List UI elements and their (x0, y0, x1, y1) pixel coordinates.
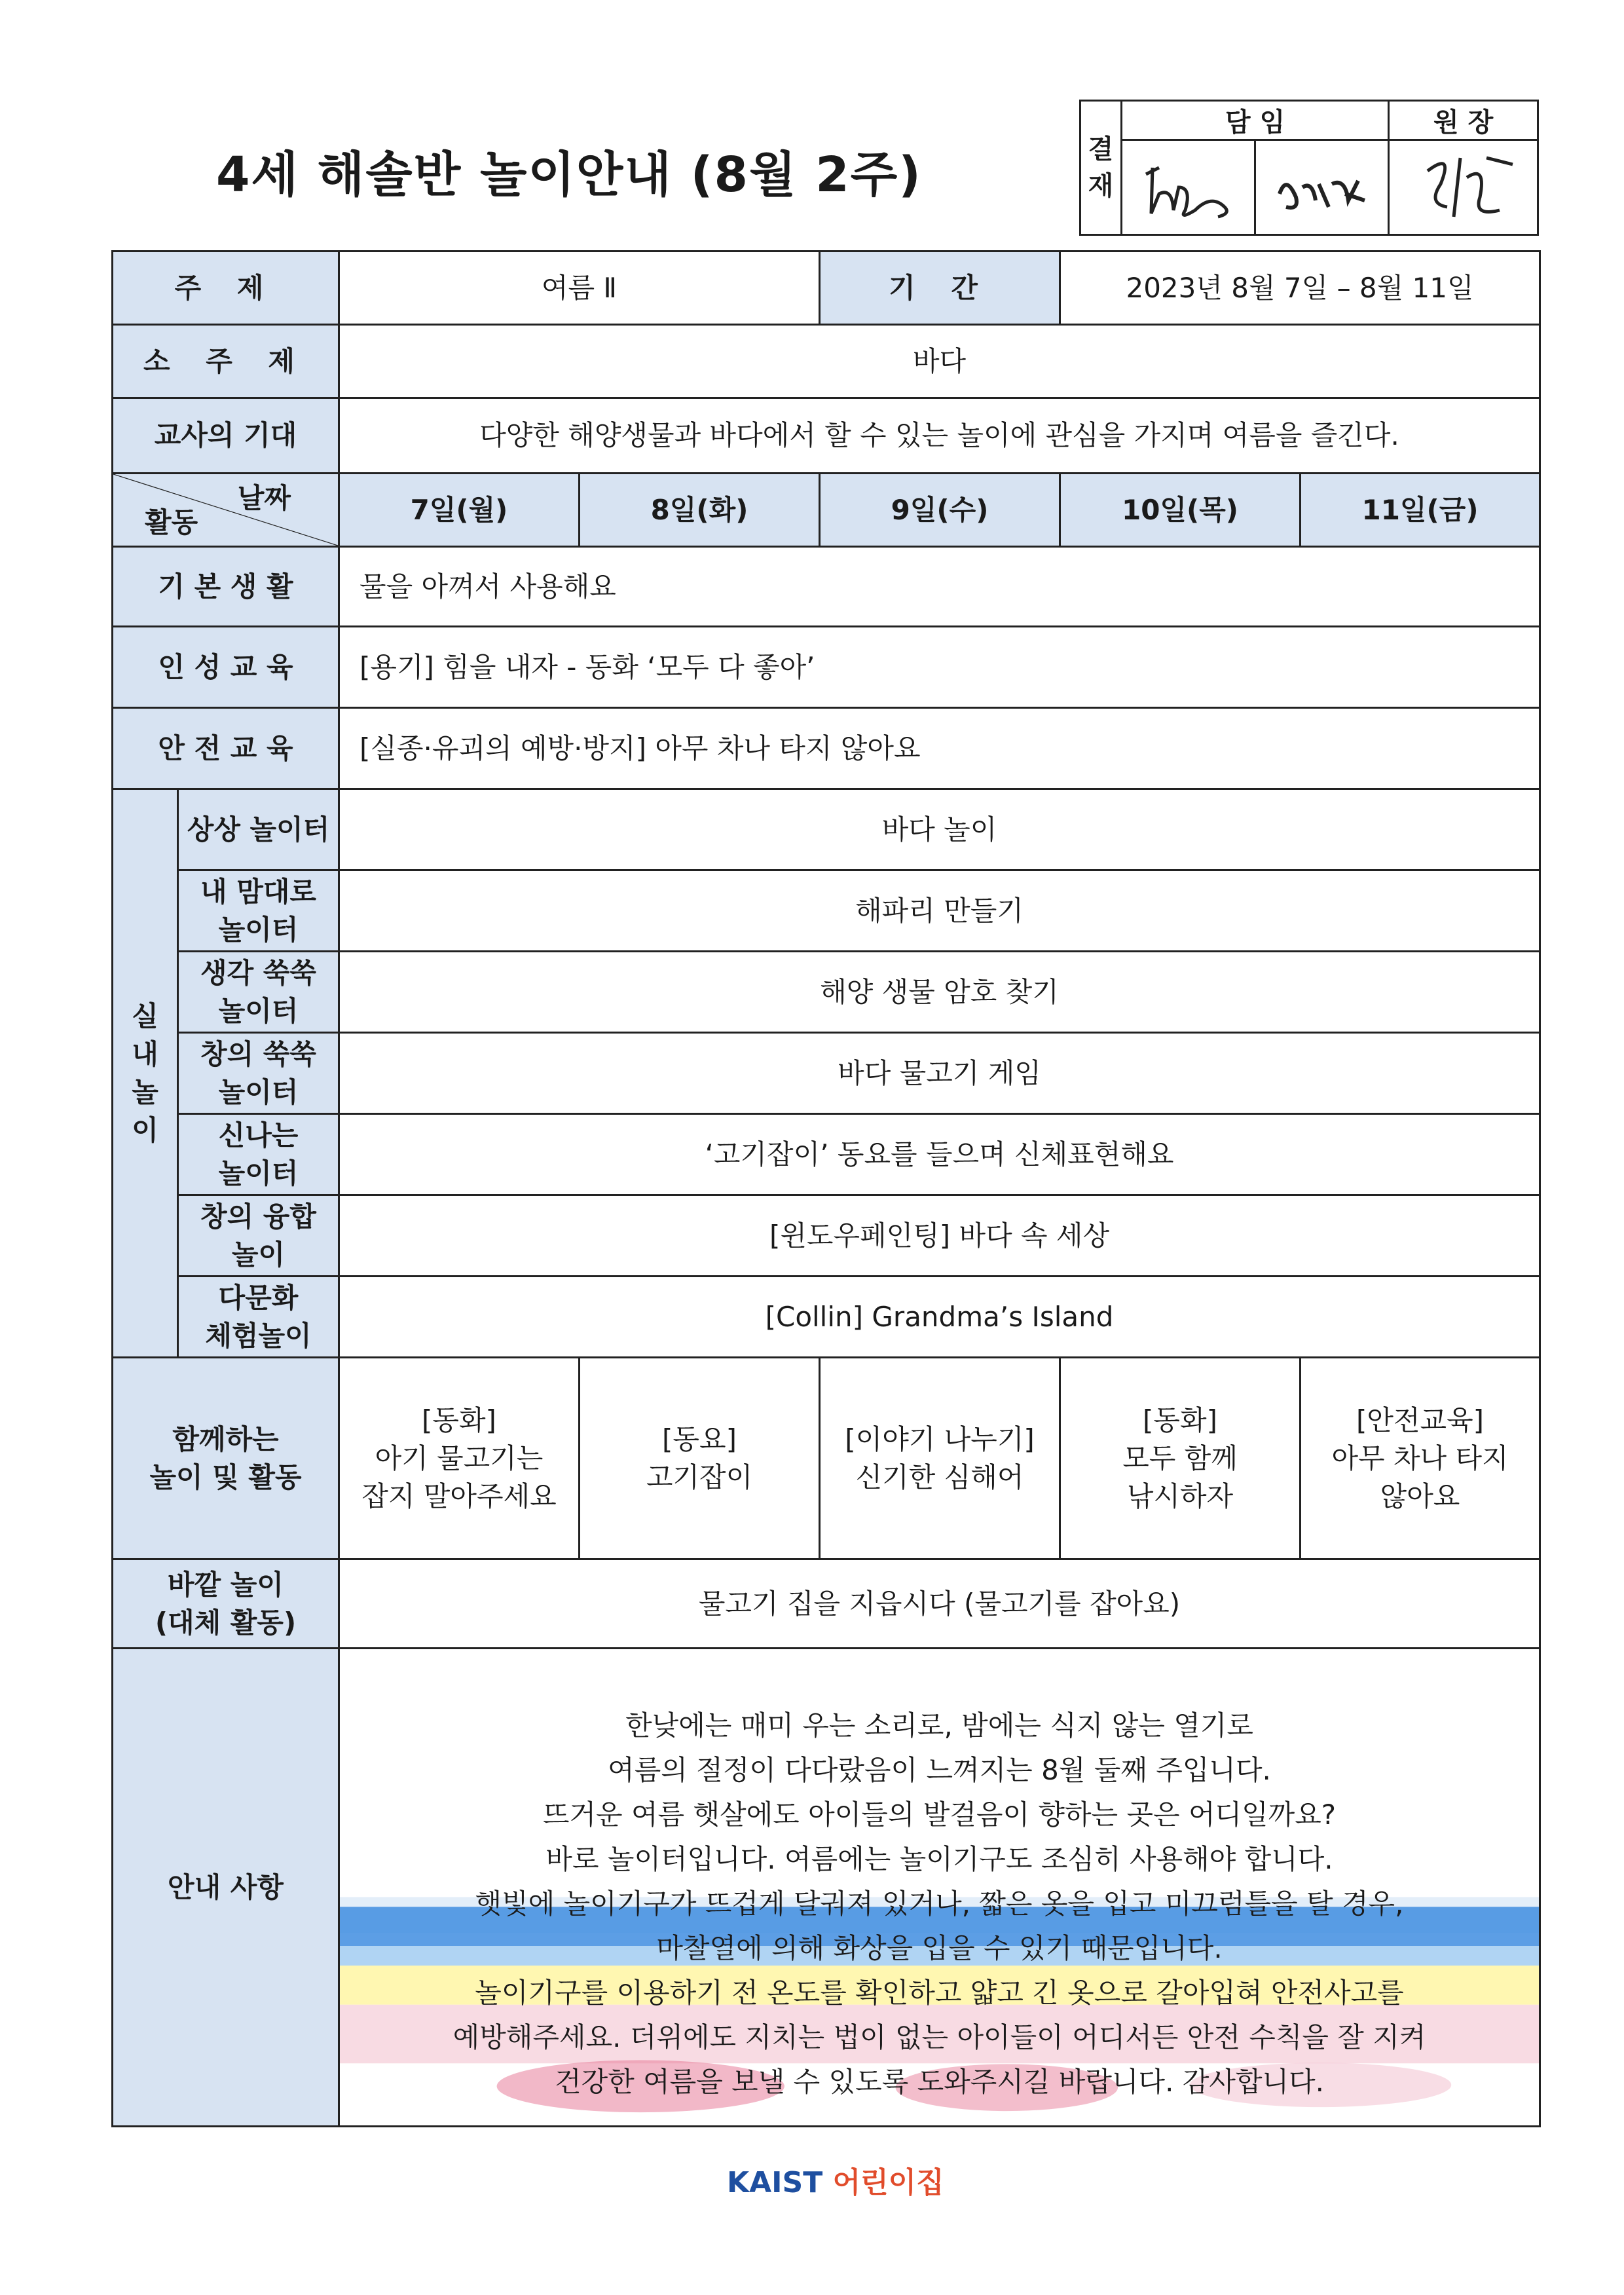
logo-text-daycare: 어린이집 (832, 2166, 944, 2199)
together-day-activity: [동화] 아기 물고기는 잡지 말아주세요 (339, 1358, 580, 1559)
safety-label: 안 전 교 육 (113, 708, 339, 789)
notice-line: 여름의 절정이 다다랐음이 느껴지는 8월 둘째 주입니다. (608, 1753, 1271, 1786)
indoor-row-label: 창의 쑥쑥 놀이터 (178, 1033, 339, 1114)
together-day-activity: [이야기 나누기] 신기한 심해어 (820, 1358, 1060, 1559)
day-header: 11일(금) (1301, 474, 1540, 547)
together-label: 함께하는 놀이 및 활동 (113, 1358, 339, 1559)
notice-line: 햇빛에 놀이기구가 뜨겁게 달궈져 있거나, 짧은 옷을 입고 미끄럼틀을 탈 경우, (475, 1887, 1404, 1920)
subtheme-value: 바다 (339, 325, 1540, 398)
character-value: [용기] 힘을 내자 - 동화 ‘모두 다 좋아’ (339, 627, 1540, 708)
theme-label: 주 제 (113, 252, 339, 325)
activity-label: 활동 (145, 506, 198, 538)
notice-line: 건강한 여름을 보낼 수 있도록 도와주시길 바랍니다. 감사합니다. (555, 2065, 1325, 2098)
basic-life-label: 기 본 생 활 (113, 547, 339, 627)
period-label: 기 간 (820, 252, 1060, 325)
safety-value: [실종·유괴의 예방·방지] 아무 차나 타지 않아요 (339, 708, 1540, 789)
notice-line: 뜨거운 여름 햇살에도 아이들의 발걸음이 향하는 곳은 어디일까요? (542, 1798, 1337, 1831)
indoor-row-value: 바다 물고기 게임 (339, 1033, 1540, 1114)
indoor-row-value: [Collin] Grandma’s Island (339, 1277, 1540, 1358)
together-day-activity: [동요] 고기잡이 (580, 1358, 820, 1559)
expectation-label: 교사의 기대 (113, 398, 339, 474)
indoor-row-value: 해파리 만들기 (339, 870, 1540, 952)
director-label: 원 장 (1389, 101, 1538, 140)
notice-content (339, 1649, 1540, 2127)
play-plan-table (111, 250, 1541, 2127)
indoor-row-value: 바다 놀이 (339, 789, 1540, 870)
page-title: 4세 해솔반 놀이안내 (8월 2주) (216, 147, 922, 203)
date-label: 날짜 (237, 482, 291, 514)
day-header: 10일(목) (1060, 474, 1301, 547)
indoor-row-label: 상상 놀이터 (178, 789, 339, 870)
notice-line: 놀이기구를 이용하기 전 온도를 확인하고 얇고 긴 옷으로 갈아입혀 안전사고를 (475, 1976, 1404, 2009)
indoor-row-label: 생각 쑥쑥 놀이터 (178, 952, 339, 1033)
basic-life-value: 물을 아껴서 사용해요 (339, 547, 1540, 627)
outdoor-label: 바깥 놀이 (대체 활동) (113, 1559, 339, 1649)
indoor-row-value: ‘고기잡이’ 동요를 들으며 신체표현해요 (339, 1114, 1540, 1195)
theme-value: 여름 Ⅱ (339, 252, 820, 325)
day-header: 9일(수) (820, 474, 1060, 547)
notice-text (340, 1671, 1539, 2104)
indoor-row-label: 신나는 놀이터 (178, 1114, 339, 1195)
subtheme-label: 소 주 제 (113, 325, 339, 398)
day-header: 7일(월) (339, 474, 580, 547)
kaist-daycare-logo (727, 2159, 944, 2201)
together-day-activity: [안전교육] 아무 차나 타지 않아요 (1301, 1358, 1540, 1559)
director-signature (1389, 140, 1538, 235)
together-day-activity: [동화] 모두 함께 낚시하자 (1060, 1358, 1301, 1559)
day-header: 8일(화) (580, 474, 820, 547)
period-value: 2023년 8월 7일 – 8월 11일 (1060, 252, 1540, 325)
homeroom-label: 담 임 (1122, 101, 1389, 140)
homeroom-signature-1 (1122, 140, 1255, 235)
indoor-row-value: [윈도우페인팅] 바다 속 세상 (339, 1195, 1540, 1277)
outdoor-value: 물고기 집을 지읍시다 (물고기를 잡아요) (339, 1559, 1540, 1649)
expectation-value: 다양한 해양생물과 바다에서 할 수 있는 놀이에 관심을 가지며 여름을 즐긴다. (339, 398, 1540, 474)
indoor-row-label: 내 맘대로 놀이터 (178, 870, 339, 952)
logo-text-kaist: KAIST (727, 2166, 823, 2199)
character-label: 인 성 교 육 (113, 627, 339, 708)
indoor-row-label: 다문화 체험놀이 (178, 1277, 339, 1358)
notice-line: 마찰열에 의해 화상을 입을 수 있기 때문입니다. (656, 1931, 1223, 1964)
notice-line: 예방해주세요. 더위에도 지치는 법이 없는 아이들이 어디서든 안전 수칙을 잘 지켜 (452, 2021, 1426, 2053)
indoor-row-label: 창의 융합 놀이 (178, 1195, 339, 1277)
homeroom-signature-2 (1255, 140, 1389, 235)
date-activity-header (113, 474, 339, 547)
approval-box (1079, 100, 1539, 236)
indoor-play-group-label: 실 내 놀 이 (113, 789, 178, 1358)
indoor-row-value: 해양 생물 암호 찾기 (339, 952, 1540, 1033)
notice-line: 한낮에는 매미 우는 소리로, 밤에는 식지 않는 열기로 (625, 1709, 1253, 1742)
notice-label: 안내 사항 (113, 1649, 339, 2127)
approval-side-label: 결 재 (1080, 101, 1122, 235)
notice-line: 바로 놀이터입니다. 여름에는 놀이기구도 조심히 사용해야 합니다. (545, 1842, 1333, 1875)
